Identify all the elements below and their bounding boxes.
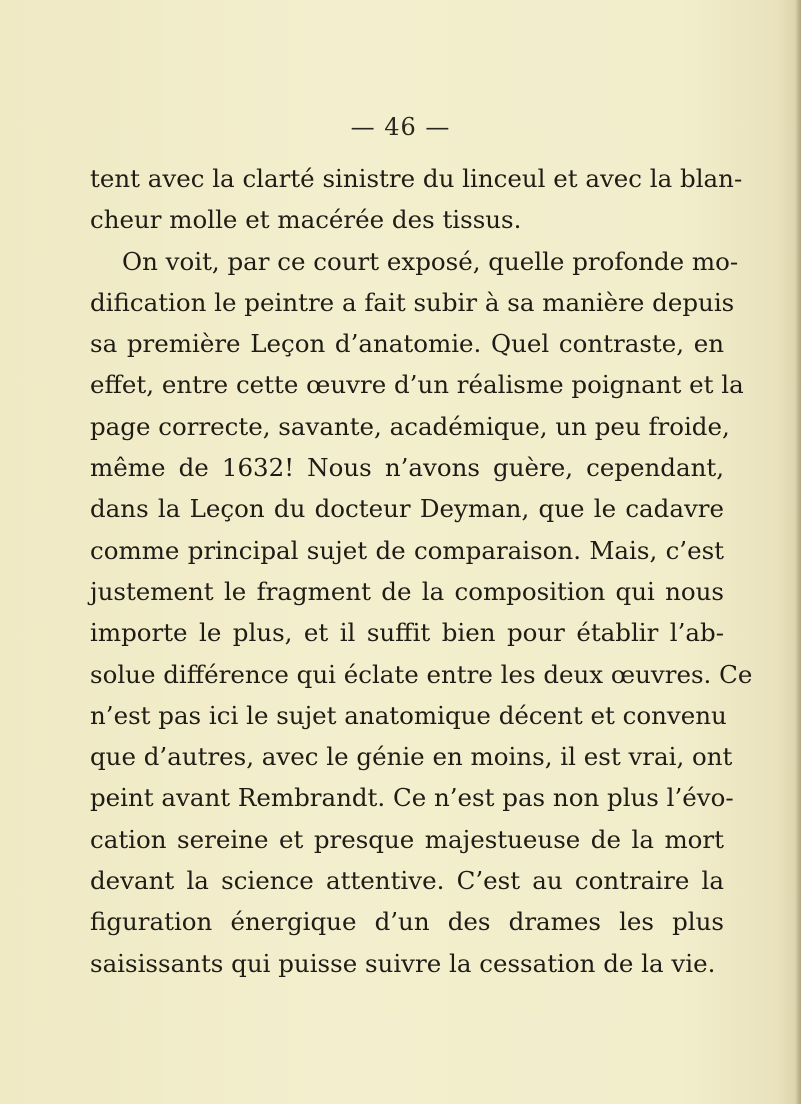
text-line: dans la Leçon du docteur Deyman, que le cadavre [90,494,724,524]
body-text [90,158,753,984]
text-line: que d’autres, avec le génie en moins, il est vrai, ont [90,742,733,772]
text-line: figuration énergique d’un des drames les plus [90,907,724,937]
text-line: On voit, par ce court exposé, quelle profonde mo- [122,246,739,276]
text-line: dification le peintre a fait subir à sa manière depuis [90,287,735,317]
text-line: justement le fragment de la composition qui nous [90,576,724,606]
text-line: saisissants qui puisse suivre la cessation de la vie. [90,948,716,978]
text-line: cation sereine et presque majestueuse de la mort [90,824,724,854]
text-line: solue différence qui éclate entre les deux œuvres. Ce [90,659,753,689]
text-line: comme principal sujet de comparaison. Mais, c’est [90,535,724,565]
page-edge-shadow [795,0,801,1104]
page-number: — 46 — [350,113,451,141]
text-line: effet, entre cette œuvre d’un réalisme poignant et la [90,370,744,400]
text-line: page correcte, savante, académique, un peu froide, [90,411,730,441]
text-line: devant la science attentive. C’est au contraire la [90,866,724,896]
text-line: même de 1632! Nous n’avons guère, cependant, [90,453,724,483]
text-line: cheur molle et macérée des tissus. [90,205,522,235]
text-line: sa première Leçon d’anatomie. Quel contraste, en [90,329,724,359]
text-line: n’est pas ici le sujet anatomique décent et convenu [90,700,727,730]
text-line: tent avec la clarté sinistre du linceul et avec la blan- [90,164,743,193]
text-line: peint avant Rembrandt. Ce n’est pas non plus l’évo- [90,783,734,813]
text-line: importe le plus, et il suffit bien pour établir l’ab- [90,618,724,648]
